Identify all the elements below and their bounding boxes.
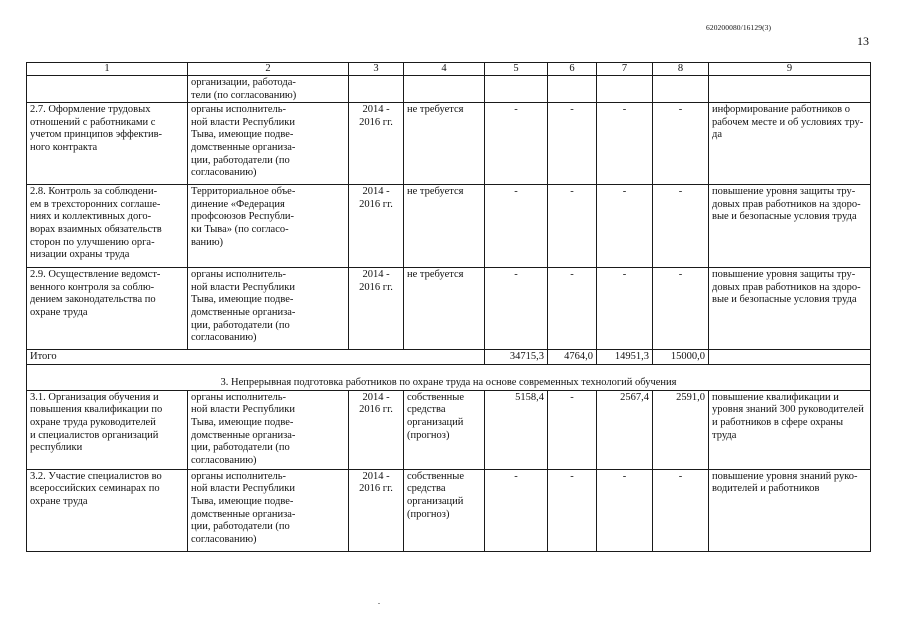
result-cell: повышение уровня защиты тру- довых прав работников на здоро- вые и безопасные условия труда: [709, 268, 871, 350]
period-cell: 2014 - 2016 гг.: [349, 185, 404, 268]
table-row: [27, 469, 871, 551]
column-number: 9: [709, 63, 871, 76]
value-cell: -: [597, 103, 653, 185]
measure-name-cell: 3.1. Организация обучения и повышения квалификации по охране труда руководителей и специалистов организаций республики: [27, 390, 188, 469]
value-cell: 5158,4: [485, 390, 548, 469]
value-cell: -: [653, 268, 709, 350]
total-value: 34715,3: [485, 350, 548, 365]
executor-cell: органы исполнитель- ной власти Республики Тыва, имеющие подве- домственные организа- ции, работодатели (по согласованию): [188, 103, 349, 185]
total-row: [27, 350, 871, 365]
value-cell: -: [548, 469, 597, 551]
funding-source-cell: не требуется: [404, 103, 485, 185]
column-number: 1: [27, 63, 188, 76]
funding-source-cell: собственные средства организаций (прогноз): [404, 469, 485, 551]
value-cell: -: [485, 469, 548, 551]
section-heading-row: [27, 364, 871, 390]
table-cell: [349, 76, 404, 103]
funding-source-cell: не требуется: [404, 268, 485, 350]
value-cell: -: [597, 268, 653, 350]
executor-cell: органы исполнитель- ной власти Республики Тыва, имеющие подве- домственные организа- ции, работодатели (по согласованию): [188, 268, 349, 350]
table-cell: [404, 76, 485, 103]
table-cell: [597, 76, 653, 103]
table-row: [27, 185, 871, 268]
funding-source-cell: не требуется: [404, 185, 485, 268]
value-cell: -: [597, 185, 653, 268]
executor-cell: Территориальное объе- динение «Федерация профсоюзов Республи- ки Тыва» (по согласо- ванию): [188, 185, 349, 268]
period-cell: 2014 - 2016 гг.: [349, 390, 404, 469]
table-cell: организации, работода- тели (по согласованию): [188, 76, 349, 103]
page-number: 13: [857, 34, 869, 48]
total-label: Итого: [27, 350, 485, 365]
value-cell: -: [653, 103, 709, 185]
value-cell: -: [485, 103, 548, 185]
value-cell: 2591,0: [653, 390, 709, 469]
column-number: 3: [349, 63, 404, 76]
value-cell: -: [548, 103, 597, 185]
section-title: 3. Непрерывная подготовка работников по охране труда на основе современных технологий обучения: [27, 364, 871, 390]
column-number: 6: [548, 63, 597, 76]
column-number: 4: [404, 63, 485, 76]
period-cell: 2014 - 2016 гг.: [349, 103, 404, 185]
period-cell: 2014 - 2016 гг.: [349, 268, 404, 350]
column-number-row: [27, 63, 871, 76]
value-cell: -: [485, 185, 548, 268]
document-code: 620200080/16129(3): [706, 23, 772, 32]
measure-name-cell: 3.2. Участие специалистов во всероссийских семинарах по охране труда: [27, 469, 188, 551]
result-cell: повышение уровня защиты тру- довых прав работников на здоро- вые и безопасные условия труда: [709, 185, 871, 268]
table-cell: [653, 76, 709, 103]
column-number: 7: [597, 63, 653, 76]
continuation-row: [27, 76, 871, 103]
total-value: 15000,0: [653, 350, 709, 365]
measure-name-cell: 2.9. Осуществление ведомст- венного контроля за соблю- дением законодательства по охране труда: [27, 268, 188, 350]
column-number: 2: [188, 63, 349, 76]
value-cell: -: [548, 268, 597, 350]
table-cell: [485, 76, 548, 103]
value-cell: -: [653, 185, 709, 268]
executor-cell: органы исполнитель- ной власти Республики Тыва, имеющие подве- домственные организа- ции, работодатели (по согласованию): [188, 469, 349, 551]
measure-name-cell: 2.7. Оформление трудовых отношений с работниками с учетом принципов эффектив- ного контракта: [27, 103, 188, 185]
column-number: 8: [653, 63, 709, 76]
measures-table: [26, 62, 871, 552]
result-cell: повышение квалификации и уровня знаний 300 руководителей и работников в сфере охраны труда: [709, 390, 871, 469]
total-value: 4764,0: [548, 350, 597, 365]
value-cell: -: [653, 469, 709, 551]
value-cell: -: [597, 469, 653, 551]
funding-source-cell: собственные средства организаций (прогноз): [404, 390, 485, 469]
table-cell: [27, 76, 188, 103]
value-cell: -: [485, 268, 548, 350]
period-cell: 2014 - 2016 гг.: [349, 469, 404, 551]
scan-speck: [378, 603, 380, 604]
executor-cell: органы исполнитель- ной власти Республики Тыва, имеющие подве- домственные организа- ции, работодатели (по согласованию): [188, 390, 349, 469]
table-cell: [548, 76, 597, 103]
table-cell: [709, 350, 871, 365]
result-cell: повышение уровня знаний руко- водителей и работников: [709, 469, 871, 551]
column-number: 5: [485, 63, 548, 76]
value-cell: -: [548, 185, 597, 268]
value-cell: 2567,4: [597, 390, 653, 469]
table-row: [27, 390, 871, 469]
value-cell: -: [548, 390, 597, 469]
table-row: [27, 268, 871, 350]
measure-name-cell: 2.8. Контроль за соблюдени- ем в трехсторонних соглаше- ниях и коллективных дого- ворах взаимных обязательств сторон по улучшению орга- низации охраны труда: [27, 185, 188, 268]
table-row: [27, 103, 871, 185]
table-cell: [709, 76, 871, 103]
total-value: 14951,3: [597, 350, 653, 365]
result-cell: информирование работников о рабочем месте и об условиях тру- да: [709, 103, 871, 185]
